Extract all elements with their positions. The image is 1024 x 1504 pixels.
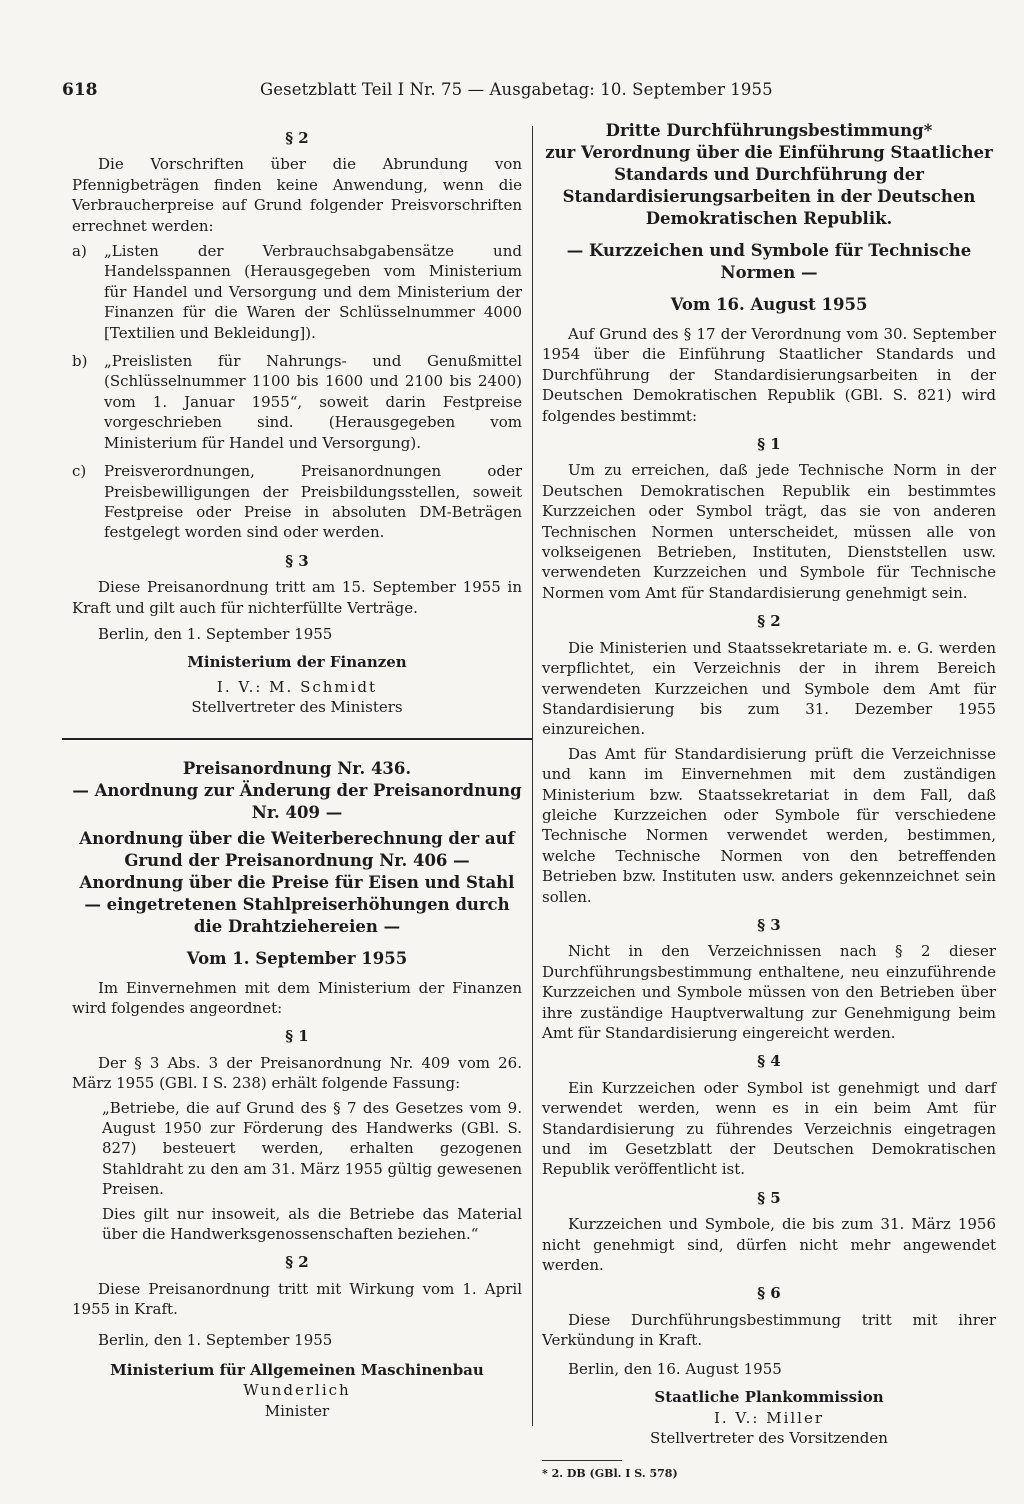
list-text: „Preislisten für Nahrungs- und Genußmittel (Schlüsselnummer 1100 bis 1600 und 2100 bis 2400) vom 1. Januar 1955“, soweit darin Festpreise vorgeschrieben sind. (Herausgegeben vom Ministerium für Handel und Versorgung). bbox=[104, 352, 522, 452]
quoted-paragraph: „Betriebe, die auf Grund des § 7 des Gesetzes vom 9. August 1950 zur Förderung des Handwerks (GBl. S. 827) besteuert werden, erhalten gezogenen Stahldraht zu den am 31. März 1955 gültig gewesenen Preisen. bbox=[102, 1098, 522, 1199]
paragraph: Um zu erreichen, daß jede Technische Norm in der Deutschen Demokratischen Republik ein bestimmtes Kurzzeichen oder Symbol trägt, das sie von anderen Technischen Normen unterscheidet, müssen alle von volkseigenen Betrieben, Instituten, Dienststellen usw. verwendeten Kurzzeichen und Symbole für Technische Normen vom Amt für Standardisierung genehmigt sein. bbox=[542, 461, 996, 602]
list-text: „Listen der Verbrauchsabgabensätze und Handelsspannen (Herausgegeben vom Ministerium für Handel und Versorgung und dem Ministerium der Finanzen für die Waren der Schlüsselnummer 4000 [Textilien und Bekleidung]). bbox=[104, 242, 522, 342]
left-column bbox=[72, 120, 522, 1421]
list-label: b) bbox=[72, 352, 88, 371]
signer-role: Stellvertreter des Ministers bbox=[191, 698, 403, 717]
paragraph: Diese Preisanordnung tritt mit Wirkung vom 1. April 1955 in Kraft. bbox=[72, 1279, 522, 1319]
signer-name: I. V.: M. Schmidt bbox=[216, 677, 378, 696]
order-date: Vom 1. September 1955 bbox=[186, 948, 408, 968]
section-heading: § 5 bbox=[757, 1188, 781, 1207]
paragraph: Nicht in den Verzeichnissen nach § 2 dieser Durchführungsbestimmung enthaltene, neu einzuführende Kurzzeichen und Symbole müssen von den Betrieben über ihre zuständige Hauptverwaltung zur Genehmigung beim Amt für Standardisierung eingereicht werden. bbox=[542, 942, 996, 1042]
paragraph: Ein Kurzzeichen oder Symbol ist genehmigt und darf verwendet werden, wenn es in ein beim Amt für Standardisierung zu führendes Verzeichnis eingetragen und im Gesetzblatt der Deutschen Demokratischen Republik veröffentlicht ist. bbox=[542, 1078, 996, 1179]
paragraph: Die Vorschriften über die Abrundung von Pfennigbeträgen finden keine Anwendung, wenn die Verbraucherpreise auf Grund folgender Preisvorschriften errechnet werden: bbox=[72, 155, 522, 235]
section-heading: § 3 bbox=[757, 915, 781, 934]
signer-role: Stellvertreter des Vorsitzenden bbox=[650, 1428, 888, 1447]
regulation-subtitle: — Kurzzeichen und Symbole für Technische Normen — bbox=[566, 241, 972, 282]
order-subtitle: — Anordnung zur Änderung der Preisanordnung Nr. 409 — bbox=[72, 780, 522, 822]
paragraph: Diese Preisanordnung tritt am 15. September 1955 in Kraft und gilt auch für nichterfüllte Verträge. bbox=[72, 578, 522, 617]
list-item bbox=[72, 461, 522, 543]
place-date: Berlin, den 1. September 1955 bbox=[98, 1330, 333, 1349]
ministry-name: Ministerium für Allgemeinen Maschinenbau bbox=[110, 1361, 484, 1380]
page-number: 618 bbox=[62, 80, 98, 100]
footnote: * 2. DB (GBl. I S. 578) bbox=[542, 1467, 678, 1481]
section-heading: § 4 bbox=[757, 1052, 781, 1071]
paragraph: Auf Grund des § 17 der Verordnung vom 30. September 1954 über die Einführung Staatlicher Standards und Durchführung der Standardisierungsarbeiten in der Deutschen Demokratischen Republik (GBl. S. 821) wird folgendes bestimmt: bbox=[542, 325, 996, 425]
column-divider bbox=[532, 126, 533, 1426]
organization-name: Staatliche Plankommission bbox=[654, 1388, 884, 1407]
list-item bbox=[72, 241, 522, 343]
place-date: Berlin, den 16. August 1955 bbox=[568, 1359, 782, 1378]
quoted-paragraph: Dies gilt nur insoweit, als die Betriebe das Material über die Handwerksgenossenschaften beziehen.“ bbox=[102, 1204, 522, 1244]
list-item bbox=[72, 351, 522, 453]
running-title: Gesetzblatt Teil I Nr. 75 — Ausgabetag: 10. September 1955 bbox=[260, 80, 773, 99]
signer-role: Minister bbox=[264, 1401, 330, 1420]
right-column bbox=[542, 120, 996, 1485]
paragraph: Das Amt für Standardisierung prüft die Verzeichnisse und kann im Einvernehmen mit dem zuständigen Ministerium bzw. Staatssekretariat in dem Fall, daß gleiche Kurzzeichen oder Symbole für verschiedene Technische Normen verwendet werden, bestimmen, welche Technische Normen von den betreffenden Betrieben bzw. Instituten usw. anders gekennzeichnet sein sollen. bbox=[542, 744, 996, 906]
signer-name: I. V.: Miller bbox=[713, 1408, 825, 1427]
list-label: c) bbox=[72, 462, 87, 481]
paragraph: Im Einvernehmen mit dem Ministerium der Finanzen wird folgendes angeordnet: bbox=[72, 978, 522, 1017]
regulation-subject: zur Verordnung über die Einführung Staatlicher Standards und Durchführung der Standardisierungsarbeiten in der Deutschen Demokratischen Republik. bbox=[545, 143, 993, 228]
section-heading: § 1 bbox=[285, 1027, 309, 1046]
page-header bbox=[62, 80, 962, 110]
section-heading: § 2 bbox=[285, 129, 309, 147]
order-title: Preisanordnung Nr. 436. bbox=[182, 758, 412, 778]
place-date: Berlin, den 1. September 1955 bbox=[98, 624, 333, 643]
paragraph: Der § 3 Abs. 3 der Preisanordnung Nr. 409 vom 26. März 1955 (GBl. I S. 238) erhält folgende Fassung: bbox=[72, 1053, 522, 1093]
paragraph: Kurzzeichen und Symbole, die bis zum 31. März 1956 nicht genehmigt sind, dürfen nicht mehr angewendet werden. bbox=[542, 1215, 996, 1275]
section-divider bbox=[62, 738, 532, 740]
regulation-date: Vom 16. August 1955 bbox=[670, 295, 868, 314]
ministry-name: Ministerium der Finanzen bbox=[187, 653, 407, 672]
section-heading: § 2 bbox=[757, 612, 781, 631]
list-label: a) bbox=[72, 242, 87, 261]
list-text: Preisverordnungen, Preisanordnungen oder Preisbewilligungen der Preisbildungsstellen, soweit Festpreise oder Preise in absoluten DM-Beträgen festgelegt worden sind oder werden. bbox=[104, 462, 522, 542]
section-heading: § 3 bbox=[285, 551, 309, 570]
section-heading: § 6 bbox=[757, 1284, 781, 1303]
footnote-rule bbox=[542, 1460, 622, 1461]
section-heading: § 1 bbox=[757, 435, 781, 454]
signer-name: Wunderlich bbox=[243, 1381, 351, 1400]
paragraph: Die Ministerien und Staatssekretariate m. e. G. werden verpflichtet, ein Verzeichnis der in ihrem Bereich verwendeten Kurzzeichen und Symbole dem Amt für Standardisierung bis zum 31. Dezember 1955 einzureichen. bbox=[542, 638, 996, 739]
regulation-title: Dritte Durchführungsbestimmung* bbox=[605, 121, 933, 140]
section-heading: § 2 bbox=[285, 1253, 309, 1272]
order-subject: Anordnung über die Weiterberechnung der auf Grund der Preisanordnung Nr. 406 — Anordnung über die Preise für Eisen und Stahl — eingetretenen Stahlpreiserhöhungen durch die Drahtziehereien — bbox=[79, 828, 515, 936]
paragraph: Diese Durchführungsbestimmung tritt mit ihrer Verkündung in Kraft. bbox=[542, 1310, 996, 1350]
